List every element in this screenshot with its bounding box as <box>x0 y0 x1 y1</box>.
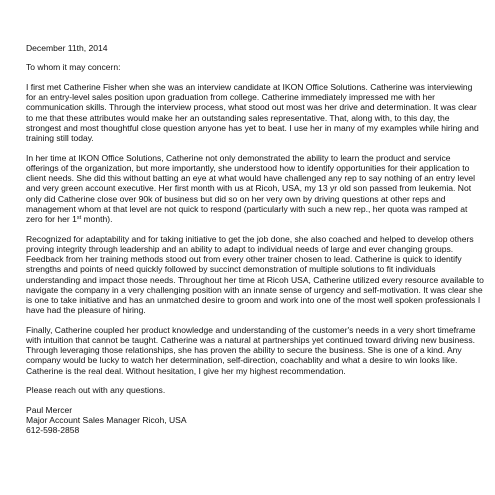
ordinal-suffix: st <box>76 215 82 222</box>
letter-body <box>26 43 484 445</box>
paragraph-ikon-ricoh-end: month). <box>81 214 113 225</box>
signer-phone: 612-598-2858 <box>26 425 80 436</box>
signature-block <box>26 405 484 436</box>
paragraph-adaptability: Recognized for adaptability and for taking initiative to get the job done, she also coached and helped to develop others proving integrity through leadership and an ability to adapt to individual needs of large and ever changing groups. Feedback from her training methods stood out from every other trainer chosen to lead. Catherine is quick to identify strengths and points of need quickly followed by succinct demonstration of multiple solutions to fit individuals understanding and impact those needs. Throughout her time at Ricoh USA, Catherine utilized every resource available to navigate the company in a very challenging position with an innate sense of urgency and self-motivation. It was clear she is one to take initiative and has an unmatched desire to groom and work into one of the most well spoken professionals I have had the pleasure of hiring. <box>26 233 484 316</box>
letter-closing: Please reach out with any questions. <box>26 385 166 396</box>
paragraph-recommendation: Finally, Catherine coupled her product knowledge and understanding of the customer's needs in a very short timeframe with intuition that cannot be taught. Catherine was a natural at partnerships yet continued toward driving new business. Through leveraging those relationships, she has proven the ability to secure the business. She is one of a kind. Any company would be lucky to watch her determination, self-direction, coachablity and what a desire to win looks like. Catherine is the real deal. Without hesitation, I give her my highest recommendation. <box>26 324 476 376</box>
letter-date: December 11th, 2014 <box>26 43 108 53</box>
paragraph-ikon-ricoh <box>26 153 484 225</box>
paragraph-first-meeting: I first met Catherine Fisher when she was an interview candidate at IKON Office Solutions. Catherine was interviewing for an entry-level sales position upon graduation from college. Catherine immediately impressed me with her communication skills. Through the interview process, what stood out most was her drive and determination. It was clear to me that these attributes would make her an outstanding sales representative. That, along with, to this day, the strongest and most thoughtful close question anyone has yet to beat. I use her in many of my examples while hiring and training still today. <box>26 81 479 144</box>
signer-name: Paul Mercer <box>26 404 73 415</box>
paragraph-ikon-ricoh-text: In her time at IKON Office Solutions, Catherine not only demonstrated the ability to learn the product and service offerings of the organization, but more importantly, she understood how to identify opportunities for their application to client needs. She did this without batting an eye at what would have challenged any rep to say nothing of an entry level and very green account executive. Her first month with us at Ricoh, USA, my 13 yr old son passed from leukemia. Not only did Catherine close over 90k of business but did so on her very own by driving questions at other reps and management whom at that level are not quick to respond (particularly with such a new rep., her quota was ramped at zero for her 1 <box>26 152 476 225</box>
signer-title: Major Account Sales Manager Ricoh, USA <box>26 414 187 425</box>
letter-salutation: To whom it may concern: <box>26 62 121 73</box>
